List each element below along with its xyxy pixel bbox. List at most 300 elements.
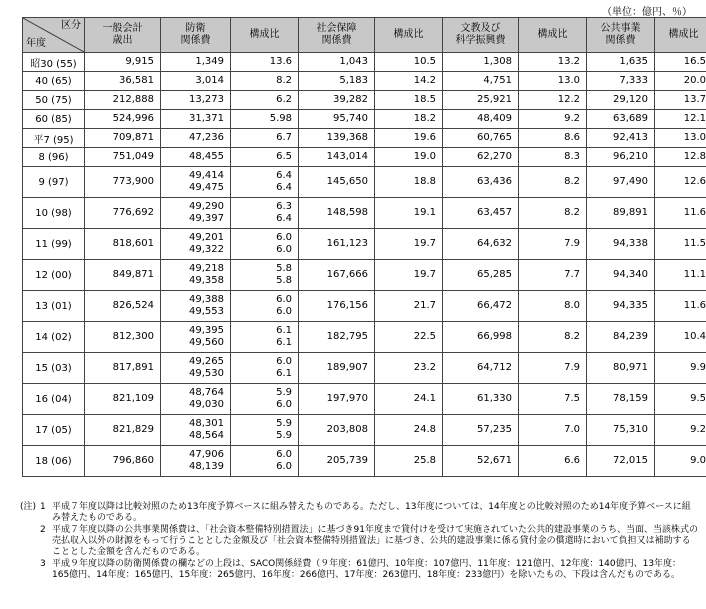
value-cell bbox=[655, 129, 706, 148]
value-cell bbox=[519, 384, 587, 415]
value-line: 7.9 bbox=[564, 362, 580, 373]
value-line: 92,413 bbox=[613, 132, 648, 143]
value-cell bbox=[443, 72, 519, 91]
value-line: 8.2 bbox=[564, 207, 580, 218]
value-cell bbox=[85, 322, 161, 353]
value-cell bbox=[519, 148, 587, 167]
value-line: 49,560 bbox=[189, 337, 224, 348]
value-cell bbox=[85, 110, 161, 129]
value-cell bbox=[231, 384, 299, 415]
value-line: 12.2 bbox=[557, 94, 580, 105]
value-cell bbox=[443, 129, 519, 148]
value-line: 63,436 bbox=[477, 176, 512, 187]
value-line: 9.5 bbox=[690, 393, 706, 404]
value-line: 13.6 bbox=[269, 56, 292, 67]
value-cell bbox=[299, 167, 375, 198]
value-cell bbox=[85, 167, 161, 198]
value-cell bbox=[161, 72, 231, 91]
note-text: 平成７年度以降の公共事業関係費は、「社会資本整備特別措置法」に基づき91年度まで貸付けを受けて実施されていた公共的建設事業のうち、当面、当該株式の売払収入以外の財源をもって行うこととした金額及び「社会資本整備特別措置法」に基づき、公共的建設事業に係る貸付金の償還時において負担又は補助することとした金額を含んだものである。 bbox=[52, 525, 698, 557]
value-line: 18.8 bbox=[413, 176, 436, 187]
year-cell: 8 (96) bbox=[23, 148, 85, 167]
value-line: 4,751 bbox=[483, 75, 512, 86]
value-cell bbox=[519, 91, 587, 110]
value-cell bbox=[443, 167, 519, 198]
table-row bbox=[23, 148, 706, 167]
value-line: 94,340 bbox=[613, 269, 648, 280]
value-line: 826,524 bbox=[112, 300, 154, 311]
value-line: 18.2 bbox=[413, 113, 436, 124]
value-cell bbox=[519, 415, 587, 446]
value-line: 9.2 bbox=[564, 113, 580, 124]
value-line: 776,692 bbox=[112, 207, 154, 218]
value-line: 1,349 bbox=[195, 56, 224, 67]
value-line: 197,970 bbox=[326, 393, 368, 404]
col-header-social-security-share bbox=[375, 18, 443, 53]
value-line: 36,581 bbox=[119, 75, 154, 86]
value-line: 66,472 bbox=[477, 300, 512, 311]
value-line: 49,030 bbox=[189, 399, 224, 410]
value-line: 145,650 bbox=[326, 176, 368, 187]
value-cell bbox=[443, 353, 519, 384]
value-line: 63,457 bbox=[477, 207, 512, 218]
year-cell: 60 (85) bbox=[23, 110, 85, 129]
value-cell bbox=[161, 291, 231, 322]
value-cell bbox=[161, 198, 231, 229]
value-line: 65,285 bbox=[477, 269, 512, 280]
value-line: 48,764 bbox=[189, 387, 224, 398]
header-line: 文教及び bbox=[460, 23, 501, 34]
value-line: 49,201 bbox=[189, 232, 224, 243]
value-cell bbox=[231, 167, 299, 198]
value-line: 6.0 bbox=[276, 399, 292, 410]
value-line: 6.7 bbox=[276, 132, 292, 143]
value-line: 9.9 bbox=[690, 362, 706, 373]
value-line: 524,996 bbox=[112, 113, 154, 124]
value-line: 21.7 bbox=[413, 300, 436, 311]
note-number: 3 bbox=[40, 559, 46, 569]
value-line: 9.0 bbox=[690, 455, 706, 466]
value-line: 89,891 bbox=[613, 207, 648, 218]
value-line: 48,139 bbox=[189, 461, 224, 472]
value-cell bbox=[231, 91, 299, 110]
value-line: 212,888 bbox=[112, 94, 154, 105]
value-line: 11.6 bbox=[683, 207, 706, 218]
value-cell bbox=[655, 148, 706, 167]
col-header-public-works bbox=[587, 18, 655, 53]
value-line: 52,671 bbox=[477, 455, 512, 466]
value-cell bbox=[375, 446, 443, 477]
value-cell bbox=[231, 415, 299, 446]
value-line: 11.6 bbox=[683, 300, 706, 311]
table-row bbox=[23, 129, 706, 148]
table-row bbox=[23, 291, 706, 322]
table-body bbox=[23, 53, 706, 477]
table-row bbox=[23, 198, 706, 229]
value-cell bbox=[655, 110, 706, 129]
corner-label-year: 年度 bbox=[26, 38, 46, 49]
note-item bbox=[6, 525, 698, 558]
value-cell bbox=[85, 129, 161, 148]
value-cell bbox=[85, 384, 161, 415]
value-line: 849,871 bbox=[112, 269, 154, 280]
year-cell: 40 (65) bbox=[23, 72, 85, 91]
note-text: 平成７年度以降は比較対照のため13年度予算ベースに組み替えたものである。ただし、13年度については、14年度との比較対照のため14年度予算ベースに組み替えたものである。 bbox=[52, 502, 691, 523]
value-cell bbox=[231, 72, 299, 91]
value-cell bbox=[375, 148, 443, 167]
value-line: 9.2 bbox=[690, 424, 706, 435]
year-cell: 11 (99) bbox=[23, 229, 85, 260]
header-line: 関係費 bbox=[321, 35, 352, 46]
value-cell bbox=[161, 110, 231, 129]
table-row bbox=[23, 229, 706, 260]
value-cell bbox=[519, 291, 587, 322]
value-cell bbox=[443, 53, 519, 72]
value-line: 49,322 bbox=[189, 244, 224, 255]
value-cell bbox=[587, 260, 655, 291]
value-line: 167,666 bbox=[326, 269, 368, 280]
value-cell bbox=[443, 91, 519, 110]
value-cell bbox=[299, 91, 375, 110]
notes-section bbox=[6, 502, 698, 582]
col-header-social-security bbox=[299, 18, 375, 53]
value-cell bbox=[161, 167, 231, 198]
value-cell bbox=[519, 53, 587, 72]
value-cell bbox=[655, 384, 706, 415]
value-cell bbox=[299, 260, 375, 291]
value-line: 94,338 bbox=[613, 238, 648, 249]
value-line: 148,598 bbox=[326, 207, 368, 218]
value-cell bbox=[519, 229, 587, 260]
value-line: 7.7 bbox=[564, 269, 580, 280]
value-line: 6.0 bbox=[276, 356, 292, 367]
value-line: 11.1 bbox=[683, 269, 706, 280]
value-line: 7.5 bbox=[564, 393, 580, 404]
value-cell bbox=[299, 110, 375, 129]
year-cell: 昭30 (55) bbox=[23, 53, 85, 72]
value-line: 143,014 bbox=[326, 151, 368, 162]
value-line: 49,265 bbox=[189, 356, 224, 367]
value-cell bbox=[161, 91, 231, 110]
value-line: 5.9 bbox=[276, 418, 292, 429]
value-line: 709,871 bbox=[112, 132, 154, 143]
value-line: 821,109 bbox=[112, 393, 154, 404]
value-cell bbox=[375, 53, 443, 72]
value-line: 8.0 bbox=[564, 300, 580, 311]
value-cell bbox=[375, 384, 443, 415]
value-line: 48,455 bbox=[189, 151, 224, 162]
value-line: 139,368 bbox=[326, 132, 368, 143]
value-line: 10.5 bbox=[413, 56, 436, 67]
value-line: 5.8 bbox=[276, 275, 292, 286]
year-cell: 13 (01) bbox=[23, 291, 85, 322]
value-cell bbox=[655, 446, 706, 477]
table-row bbox=[23, 415, 706, 446]
header-line: 一般会計 bbox=[102, 23, 143, 34]
value-line: 64,632 bbox=[477, 238, 512, 249]
value-line: 3,014 bbox=[195, 75, 224, 86]
value-line: 64,712 bbox=[477, 362, 512, 373]
value-line: 49,358 bbox=[189, 275, 224, 286]
value-cell bbox=[85, 72, 161, 91]
value-line: 5.98 bbox=[269, 113, 292, 124]
value-cell bbox=[655, 53, 706, 72]
value-cell bbox=[587, 129, 655, 148]
value-cell bbox=[85, 446, 161, 477]
corner-header bbox=[23, 18, 85, 53]
value-line: 12.1 bbox=[683, 113, 706, 124]
value-cell bbox=[519, 167, 587, 198]
value-line: 49,388 bbox=[189, 294, 224, 305]
value-line: 6.2 bbox=[276, 94, 292, 105]
note-mark: (注) bbox=[19, 502, 36, 512]
table-row bbox=[23, 91, 706, 110]
table-row bbox=[23, 110, 706, 129]
value-cell bbox=[299, 198, 375, 229]
value-cell bbox=[231, 148, 299, 167]
note-mark bbox=[6, 559, 40, 581]
year-cell: 9 (97) bbox=[23, 167, 85, 198]
value-line: 6.0 bbox=[276, 461, 292, 472]
col-header-defense bbox=[161, 18, 231, 53]
table-row bbox=[23, 353, 706, 384]
value-line: 49,397 bbox=[189, 213, 224, 224]
header-line: 構成比 bbox=[393, 29, 424, 40]
value-line: 12.8 bbox=[683, 151, 706, 162]
value-line: 6.0 bbox=[276, 306, 292, 317]
value-cell bbox=[299, 72, 375, 91]
value-line: 8.3 bbox=[564, 151, 580, 162]
value-line: 48,564 bbox=[189, 430, 224, 441]
value-line: 6.0 bbox=[276, 449, 292, 460]
value-cell bbox=[85, 198, 161, 229]
value-line: 817,891 bbox=[112, 362, 154, 373]
unit-label: （単位：億円、％） bbox=[602, 7, 692, 18]
value-line: 60,765 bbox=[477, 132, 512, 143]
value-line: 78,159 bbox=[613, 393, 648, 404]
table-row bbox=[23, 260, 706, 291]
budget-table bbox=[22, 17, 706, 477]
value-cell bbox=[161, 53, 231, 72]
value-line: 6.1 bbox=[276, 325, 292, 336]
value-cell bbox=[375, 291, 443, 322]
value-line: 821,829 bbox=[112, 424, 154, 435]
value-line: 24.8 bbox=[413, 424, 436, 435]
header-line: 公共事業 bbox=[600, 23, 641, 34]
year-cell: 12 (00) bbox=[23, 260, 85, 291]
value-cell bbox=[375, 229, 443, 260]
value-line: 7.0 bbox=[564, 424, 580, 435]
note-number: 2 bbox=[40, 525, 46, 535]
year-cell: 10 (98) bbox=[23, 198, 85, 229]
year-cell: 15 (03) bbox=[23, 353, 85, 384]
value-cell bbox=[587, 353, 655, 384]
value-cell bbox=[587, 446, 655, 477]
value-cell bbox=[655, 322, 706, 353]
value-cell bbox=[655, 291, 706, 322]
value-cell bbox=[443, 198, 519, 229]
value-line: 49,475 bbox=[189, 182, 224, 193]
value-line: 11.5 bbox=[683, 238, 706, 249]
value-line: 19.1 bbox=[413, 207, 436, 218]
value-cell bbox=[655, 198, 706, 229]
header-line: 社会保障 bbox=[316, 23, 357, 34]
year-cell: 16 (04) bbox=[23, 384, 85, 415]
value-line: 12.6 bbox=[683, 176, 706, 187]
value-line: 182,795 bbox=[326, 331, 368, 342]
value-line: 94,335 bbox=[613, 300, 648, 311]
value-cell bbox=[231, 229, 299, 260]
value-cell bbox=[443, 384, 519, 415]
value-line: 6.3 bbox=[276, 201, 292, 212]
value-cell bbox=[587, 384, 655, 415]
value-line: 773,900 bbox=[112, 176, 154, 187]
value-line: 23.2 bbox=[413, 362, 436, 373]
value-cell bbox=[299, 322, 375, 353]
table-row bbox=[23, 446, 706, 477]
value-line: 5.9 bbox=[276, 430, 292, 441]
value-line: 6.0 bbox=[276, 244, 292, 255]
value-cell bbox=[375, 353, 443, 384]
value-line: 31,371 bbox=[189, 113, 224, 124]
value-line: 189,907 bbox=[326, 362, 368, 373]
value-cell bbox=[231, 53, 299, 72]
value-line: 19.6 bbox=[413, 132, 436, 143]
header-line: 構成比 bbox=[668, 29, 699, 40]
value-line: 49,553 bbox=[189, 306, 224, 317]
value-cell bbox=[587, 229, 655, 260]
value-cell bbox=[519, 72, 587, 91]
value-line: 24.1 bbox=[413, 393, 436, 404]
value-line: 19.0 bbox=[413, 151, 436, 162]
value-cell bbox=[587, 110, 655, 129]
value-cell bbox=[85, 291, 161, 322]
header-line: 科学振興費 bbox=[455, 35, 506, 46]
value-line: 6.4 bbox=[276, 170, 292, 181]
value-line: 13.7 bbox=[683, 94, 706, 105]
value-line: 1,308 bbox=[483, 56, 512, 67]
value-cell bbox=[443, 291, 519, 322]
value-line: 62,270 bbox=[477, 151, 512, 162]
value-cell bbox=[443, 415, 519, 446]
value-line: 29,120 bbox=[613, 94, 648, 105]
value-line: 49,290 bbox=[189, 201, 224, 212]
value-cell bbox=[375, 129, 443, 148]
year-cell: 14 (02) bbox=[23, 322, 85, 353]
value-cell bbox=[375, 322, 443, 353]
header-line: 歳出 bbox=[112, 35, 133, 46]
corner-label-category: 区分 bbox=[61, 20, 81, 31]
value-line: 751,049 bbox=[112, 151, 154, 162]
value-cell bbox=[85, 91, 161, 110]
year-cell: 50 (75) bbox=[23, 91, 85, 110]
value-line: 176,156 bbox=[326, 300, 368, 311]
value-cell bbox=[299, 229, 375, 260]
value-cell bbox=[587, 53, 655, 72]
value-cell bbox=[587, 148, 655, 167]
value-line: 84,239 bbox=[613, 331, 648, 342]
value-cell bbox=[231, 291, 299, 322]
value-line: 48,409 bbox=[477, 113, 512, 124]
value-line: 47,236 bbox=[189, 132, 224, 143]
value-line: 796,860 bbox=[112, 455, 154, 466]
value-cell bbox=[161, 446, 231, 477]
table-row bbox=[23, 167, 706, 198]
value-cell bbox=[299, 148, 375, 167]
value-cell bbox=[443, 260, 519, 291]
header-line: 構成比 bbox=[537, 29, 568, 40]
header-line: 防衛 bbox=[185, 23, 206, 34]
value-line: 205,739 bbox=[326, 455, 368, 466]
value-cell bbox=[519, 129, 587, 148]
value-line: 19.7 bbox=[413, 238, 436, 249]
value-cell bbox=[299, 53, 375, 72]
value-cell bbox=[519, 198, 587, 229]
value-cell bbox=[375, 260, 443, 291]
value-cell bbox=[85, 260, 161, 291]
value-line: 6.4 bbox=[276, 213, 292, 224]
value-cell bbox=[519, 110, 587, 129]
col-header-public-works-share bbox=[655, 18, 706, 53]
year-cell: 17 (05) bbox=[23, 415, 85, 446]
value-line: 13.2 bbox=[557, 56, 580, 67]
value-line: 8.2 bbox=[564, 331, 580, 342]
value-line: 818,601 bbox=[112, 238, 154, 249]
value-line: 8.6 bbox=[564, 132, 580, 143]
value-line: 812,300 bbox=[112, 331, 154, 342]
value-line: 80,971 bbox=[613, 362, 648, 373]
value-cell bbox=[375, 198, 443, 229]
value-line: 72,015 bbox=[613, 455, 648, 466]
value-line: 19.7 bbox=[413, 269, 436, 280]
value-line: 14.2 bbox=[413, 75, 436, 86]
header-line: 構成比 bbox=[249, 29, 280, 40]
value-cell bbox=[231, 446, 299, 477]
note-item bbox=[6, 559, 698, 581]
value-cell bbox=[299, 129, 375, 148]
value-cell bbox=[161, 353, 231, 384]
value-cell bbox=[231, 129, 299, 148]
value-line: 13,273 bbox=[189, 94, 224, 105]
value-cell bbox=[655, 72, 706, 91]
value-cell bbox=[375, 415, 443, 446]
value-cell bbox=[443, 110, 519, 129]
value-line: 39,282 bbox=[333, 94, 368, 105]
header-row bbox=[23, 18, 706, 53]
value-cell bbox=[375, 110, 443, 129]
value-line: 8.2 bbox=[564, 176, 580, 187]
value-line: 16.5 bbox=[683, 56, 706, 67]
value-line: 75,310 bbox=[613, 424, 648, 435]
value-cell bbox=[375, 167, 443, 198]
value-line: 95,740 bbox=[333, 113, 368, 124]
value-cell bbox=[519, 446, 587, 477]
value-cell bbox=[161, 229, 231, 260]
value-cell bbox=[655, 260, 706, 291]
value-cell bbox=[519, 322, 587, 353]
header-line: 関係費 bbox=[605, 35, 636, 46]
value-cell bbox=[231, 322, 299, 353]
value-line: 96,210 bbox=[613, 151, 648, 162]
value-line: 20.0 bbox=[683, 75, 706, 86]
col-header-education-science bbox=[443, 18, 519, 53]
value-line: 47,906 bbox=[189, 449, 224, 460]
value-cell bbox=[231, 110, 299, 129]
table-row bbox=[23, 53, 706, 72]
value-line: 10.4 bbox=[683, 331, 706, 342]
value-cell bbox=[587, 291, 655, 322]
value-cell bbox=[443, 446, 519, 477]
value-cell bbox=[231, 353, 299, 384]
